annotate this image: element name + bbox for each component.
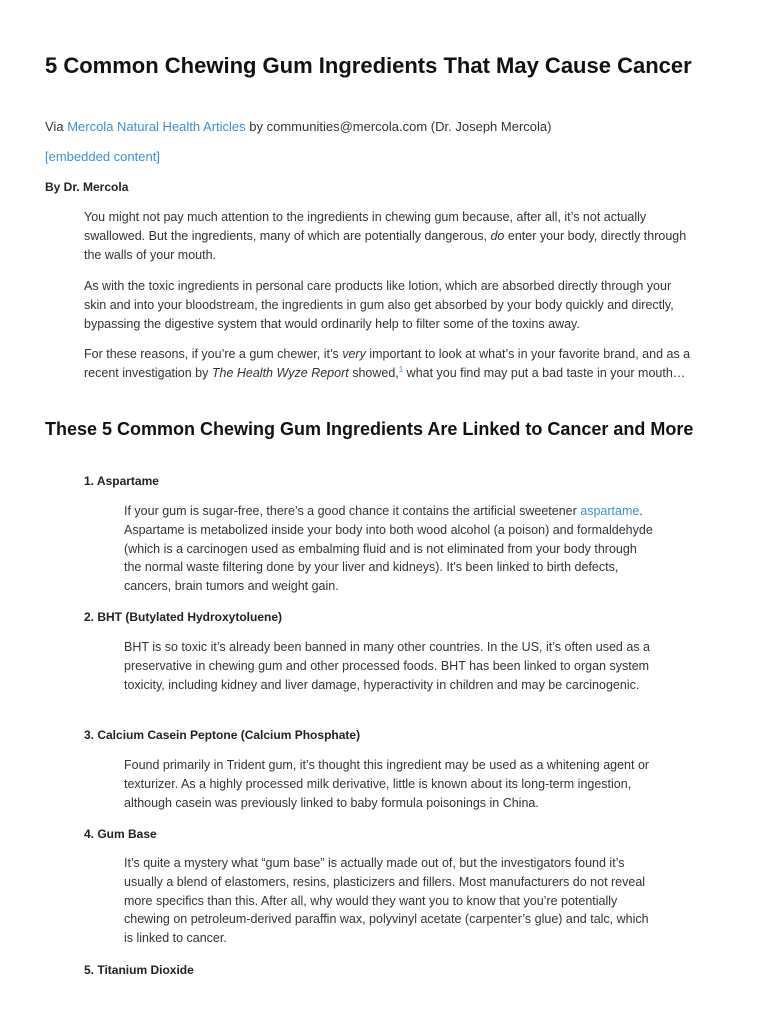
source-byline: by communities@mercola.com (Dr. Joseph Mercola) <box>249 119 552 134</box>
intro-p3-text-middle: important to look at what’s in your favorite brand, and as a recent investigation by <box>84 347 691 380</box>
aspartame-link[interactable]: aspartame <box>580 504 640 518</box>
ingredient-text-aspartame <box>124 502 654 596</box>
ingredient-text-gum-base: It’s quite a mystery what “gum base” is actually made out of, but the investigators found it’s usually a blend of elastomers, resins, plasticizers and fillers. Most manufacturers do not reveal more specifics than this. After all, why would they want you to know that you’re potentially chewing on petroleum-derived paraffin wax, polyvinyl acetate (carpenter’s glue) and talc, which is linked to cancer. <box>124 856 649 946</box>
source-line <box>45 119 551 135</box>
section-heading: These 5 Common Chewing Gum Ingredients Are Linked to Cancer and More <box>45 419 694 439</box>
source-link[interactable]: Mercola Natural Health Articles <box>67 119 246 134</box>
intro-p3-text: For these reasons, if you’re a gum chewer, it’s <box>84 347 343 361</box>
aspartame-text: If your gum is sugar-free, there’s a good chance it contains the artificial sweetener <box>124 504 581 518</box>
intro-paragraph-3 <box>84 345 694 383</box>
intro-paragraph-1 <box>84 208 694 264</box>
aspartame-text-end: . Aspartame is metabolized inside your body into both wood alcohol (a poison) and formaldehyde (which is a carcinogen used as embalming fluid and is not eliminated from your body through the normal waste filtering done by your liver and kidneys). It's been linked to birth defects, cancers, brain tumors and weight gain. <box>124 504 653 594</box>
ingredient-text-bht: BHT is so toxic it’s already been banned in many other countries. In the US, it’s often used as a preservative in chewing gum and other processed foods. BHT has been linked to organ system toxicity, including kidney and liver damage, hyperactivity in children and may be carcinogenic. <box>124 640 650 692</box>
ingredient-heading-calcium-casein: 3. Calcium Casein Peptone (Calcium Phosphate) <box>84 728 361 742</box>
report-title: The Health Wyze Report <box>211 365 349 380</box>
intro-p3-text-end: what you find may put a bad taste in your mouth… <box>403 365 686 380</box>
ingredient-heading-titanium-dioxide: 5. Titanium Dioxide <box>84 963 194 977</box>
intro-p3-emphasis: very <box>342 347 366 361</box>
intro-p1-text: You might not pay much attention to the ingredients in chewing gum because, after all, it’s not actually swallowed. But the ingredients, many of which are potentially dangerous, <box>84 210 647 243</box>
embedded-content-link[interactable]: [embedded content] <box>45 149 160 164</box>
intro-p1-text-end: enter your body, directly through the walls of your mouth. <box>84 228 687 262</box>
article-title: 5 Common Chewing Gum Ingredients That May Cause Cancer <box>45 53 692 78</box>
intro-paragraph-2: As with the toxic ingredients in personal care products like lotion, which are absorbed directly through your skin and into your bloodstream, the ingredients in gum also get absorbed by your body quickly and directly, bypassing the digestive system that would ordinarily help to filter some of the toxins away. <box>84 279 674 331</box>
ingredient-text-calcium-casein: Found primarily in Trident gum, it’s thought this ingredient may be used as a whitening agent or texturizer. As a highly processed milk derivative, little is known about its long-term ingestion, although casein was previously linked to baby formula poisonings in China. <box>124 758 650 810</box>
ingredient-heading-gum-base: 4. Gum Base <box>84 827 157 841</box>
intro-p3-text-after: showed, <box>348 365 399 380</box>
footnote-reference[interactable]: 1 <box>398 364 404 374</box>
ingredient-heading-bht: 2. BHT (Butylated Hydroxytoluene) <box>84 610 283 624</box>
ingredient-heading-aspartame: 1. Aspartame <box>84 474 159 488</box>
via-label: Via <box>45 119 64 134</box>
author-byline: By Dr. Mercola <box>45 180 129 194</box>
intro-p1-emphasis: do <box>490 228 505 243</box>
